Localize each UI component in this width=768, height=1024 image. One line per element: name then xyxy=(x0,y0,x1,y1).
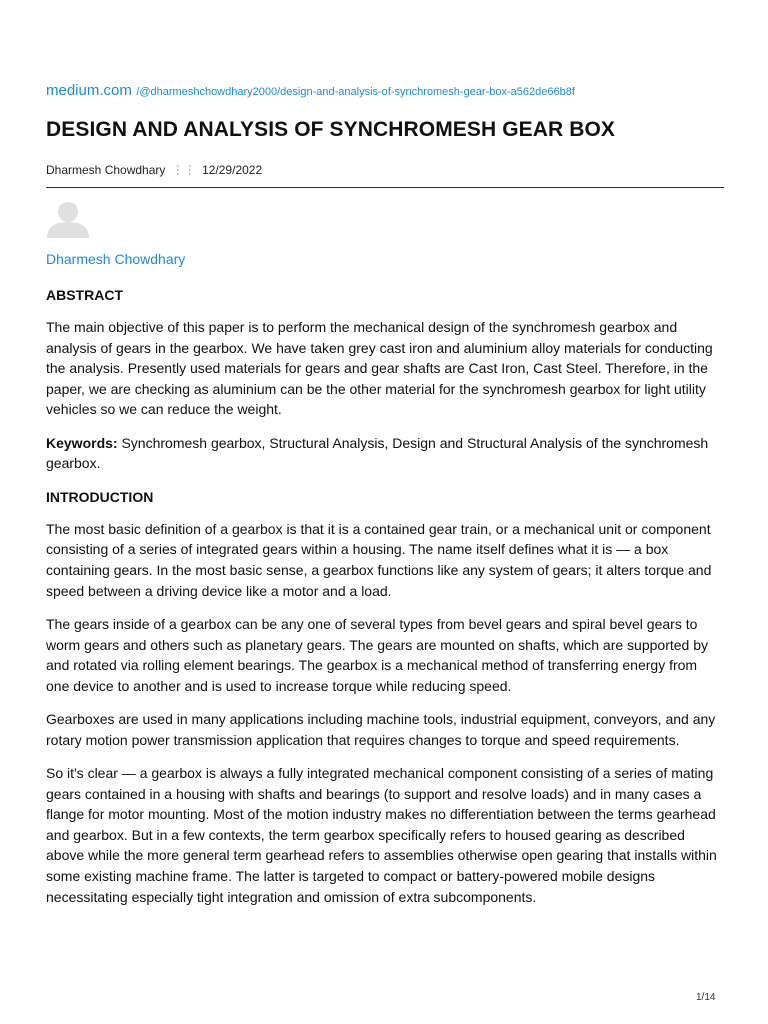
header-divider xyxy=(46,187,724,188)
byline-separator-icon: ⋮⋮ xyxy=(171,163,196,177)
article-body xyxy=(46,285,724,920)
byline-date: 12/29/2022 xyxy=(202,163,263,177)
author-profile-link[interactable]: Dharmesh Chowdhary xyxy=(46,251,186,267)
byline xyxy=(46,163,262,177)
keywords-text: Synchromesh gearbox, Structural Analysis, Design and Structural Analysis of the synchromesh gearbox. xyxy=(46,434,709,472)
intro-paragraph-4: So it's clear — a gearbox is always a fully integrated mechanical component consisting of a series of mating gears contained in a housing with shafts and bearings (to support and resolve loads) and in many cases a flange for motor mounting. Most of the motion industry makes no differentiation between the terms gearhead and gearbox. But in a few contexts, the term gearbox specifically refers to housed gearing as described above while the more general term gearhead refers to assemblies otherwise open gearing that installs within some existing machine frame. The latter is targeted to compact or battery-powered mobile designs necessitating especially tight integration and omission of extra subcomponents. xyxy=(46,765,717,905)
intro-paragraph-2: The gears inside of a gearbox can be any one of several types from bevel gears and spiral bevel gears to worm gears and others such as planetary gears. The gears are mounted on shafts, which are supported by and rotated via rolling element bearings. The gearbox is a mechanical method of transferring energy from one device to another and is used to increase torque while reducing speed. xyxy=(46,615,708,694)
introduction-heading: INTRODUCTION xyxy=(46,488,154,505)
source-path-link[interactable]: /@dharmeshchowdhary2000/design-and-analysis-of-synchromesh-gear-box-a562de66b8f xyxy=(136,86,575,98)
source-url[interactable] xyxy=(46,82,575,100)
article-title: DESIGN AND ANALYSIS OF SYNCHROMESH GEAR BOX xyxy=(46,118,616,141)
source-domain-link[interactable]: medium.com xyxy=(46,82,132,99)
keywords-label: Keywords: xyxy=(46,434,118,451)
user-avatar-icon[interactable] xyxy=(46,200,90,238)
page-number: 1/14 xyxy=(696,992,716,1003)
abstract-heading: ABSTRACT xyxy=(46,287,123,303)
intro-paragraph-1: The most basic definition of a gearbox is that it is a contained gear train, or a mechanical unit or component consisting of a series of integrated gears within a housing. The name itself defines what it is — a box containing gears. In the most basic sense, a gearbox functions like any system of gears; it alters torque and speed between a driving device like a motor and a load. xyxy=(46,520,712,599)
byline-author: Dharmesh Chowdhary xyxy=(46,163,166,177)
abstract-paragraph: The main objective of this paper is to perform the mechanical design of the synchromesh gearbox and analysis of gears in the gearbox. We have taken grey cast iron and aluminium alloy materials for conducting the analysis. Presently used materials for gears and gear shafts are Cast Iron, Cast Steel. Therefore, in the paper, we are checking as aluminium can be the other material for the synchromesh gearbox for light utility vehicles so we can reduce the weight. xyxy=(46,319,713,418)
keywords-paragraph xyxy=(46,433,724,474)
intro-paragraph-3: Gearboxes are used in many applications including machine tools, industrial equipment, conveyors, and any rotary motion power transmission application that requires changes to torque and speed requirements. xyxy=(46,711,716,748)
